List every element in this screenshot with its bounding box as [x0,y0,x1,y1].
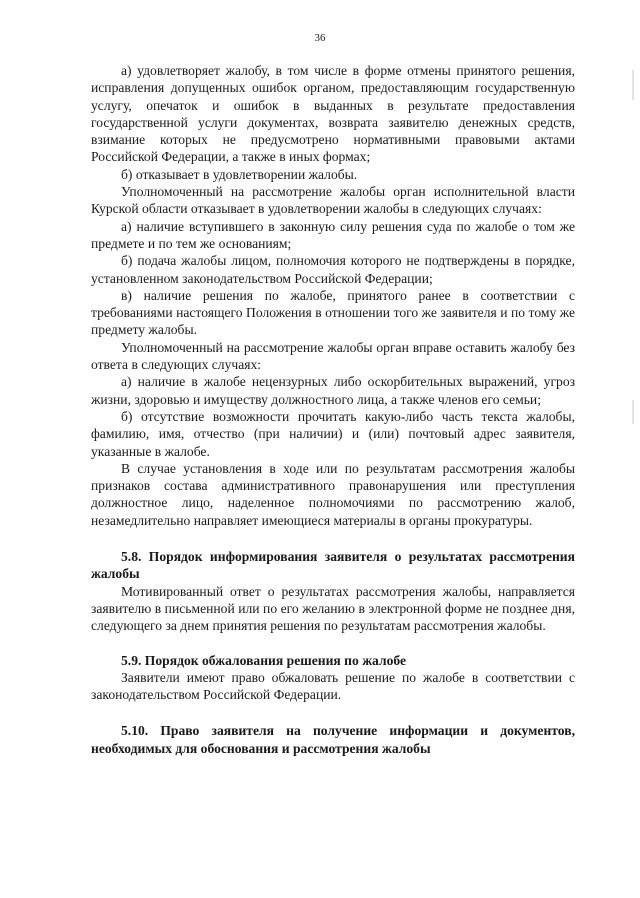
document-body [91,62,575,757]
scan-edge-mark [632,70,634,100]
paragraph-refusal-cases-intro: Уполномоченный на рассмотрение жалобы орган исполнительной власти Курской области отказывает в удовлетворении жалобы в следующих случаях: [91,184,575,217]
paragraph-satisfy-complaint: а) удовлетворяет жалобу, в том числе в форме отмены принятого решения, исправления допущенных ошибок органом, предоставляющим государственную услугу, опечаток и ошибок в выданных в результате предоставления государственной услуги документах, возврата заявителю денежных средств, взимание которых не предусмотрено нормативными правовыми актами Российской Федерации, а также в иных формах; [91,63,575,165]
paragraph-refusal-unconfirmed-authority: б) подача жалобы лицом, полномочия которого не подтверждены в порядке, установленном законодательством Российской Федерации; [91,253,575,286]
paragraph-no-answer-intro: Уполномоченный на рассмотрение жалобы орган вправе оставить жалобу без ответа в следующих случаях: [91,339,575,373]
paragraph-refusal-court-decision: а) наличие вступившего в законную силу решения суда по жалобе о том же предмете и по тем же основаниям; [91,218,575,251]
paragraph-prosecutor-referral: В случае установления в ходе или по результатам рассмотрения жалобы признаков состава административного правонарушения или преступления должностное лицо, наделенное полномочиями по рассмотрению жалоб, незамедлительно направляет имеющиеся материалы в органы прокуратуры. [91,460,575,528]
section-heading-5-8: 5.8. Порядок информирования заявителя о результатах рассмотрения жалобы [91,549,575,582]
section-gap [91,703,575,722]
section-heading-5-9: 5.9. Порядок обжалования решения по жалобе [121,652,407,668]
section-text-5-8: Мотивированный ответ о результатах рассмотрения жалобы, направляется заявителю в письменной или по его желанию в электронной форме не позднее дня, следующего за днем принятия решения по результатам рассмотрения жалобы. [91,583,575,634]
section-text-5-9: Заявители имеют право обжаловать решение по жалобе в соответствии с законодательством Российской Федерации. [91,669,575,703]
section-heading-5-10: 5.10. Право заявителя на получение информации и документов, необходимых для обоснования и рассмотрения жалобы [91,723,575,756]
paragraph-refuse-complaint: б) отказывает в удовлетворении жалобы. [121,166,358,182]
section-gap [91,529,575,548]
paragraph-no-answer-obscene: а) наличие в жалобе нецензурных либо оскорбительных выражений, угроз жизни, здоровью и имуществу должностного лица, а также членов его семьи; [91,374,575,407]
paragraph-refusal-prior-decision: в) наличие решения по жалобе, принятого ранее в соответствии с требованиями настоящего Положения в отношении того же заявителя и по тому же предмету жалобы. [91,287,575,338]
paragraph-no-answer-unreadable: б) отсутствие возможности прочитать какую-либо часть текста жалобы, фамилию, имя, отчество (при наличии) и (или) почтовый адрес заявителя, указанные в жалобе. [91,408,575,459]
page-number: 36 [314,32,326,44]
scan-edge-mark [632,400,634,424]
section-gap [91,635,575,652]
